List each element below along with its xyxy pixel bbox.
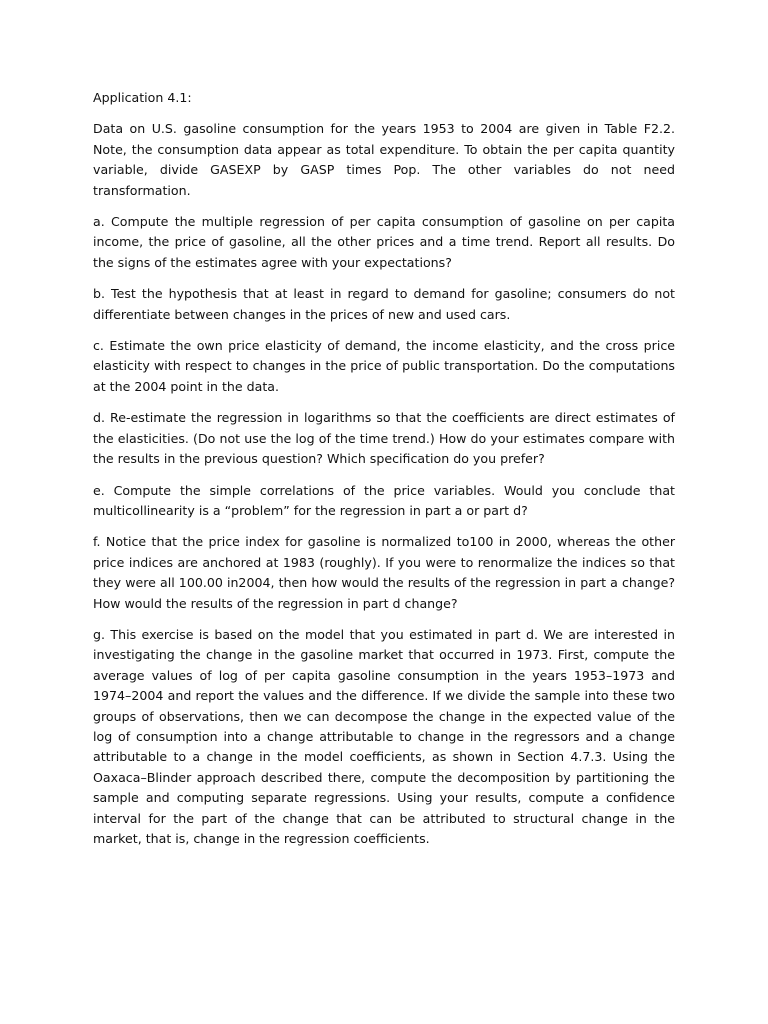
part-g-paragraph: g. This exercise is based on the model that you estimated in part d. We are interested in investigating the change in the gasoline market that occurred in 1973. First, compute the average values of log of per capita gasoline consumption in the years 1953–1973 and 1974–2004 and report the values and the difference. If we divide the sample into these two groups of observations, then we can decompose the change in the expected value of the log of consumption into a change attributable to change in the regressors and a change attributable to a change in the model coefficients, as shown in Section 4.7.3. Using the Oaxaca–Blinder approach described there, compute the decomposition by partitioning the sample and computing separate regressions. Using your results, compute a confidence interval for the part of the change that can be attributed to structural change in the market, that is, change in the regression coefficients. bbox=[93, 626, 675, 846]
part-f-paragraph: f. Notice that the price index for gasoline is normalized to100 in 2000, whereas the other price indices are anchored at 1983 (roughly). If you were to renormalize the indices so that they were all 100.00 in2004, then how would the results of the regression in part a change? How would the results of the regression in part d change? bbox=[93, 534, 675, 611]
part-e-paragraph: e. Compute the simple correlations of the price variables. Would you conclude that multicollinearity is a “problem” for the regression in part a or part d? bbox=[93, 482, 675, 518]
document-page bbox=[93, 88, 675, 860]
intro-paragraph: Data on U.S. gasoline consumption for the years 1953 to 2004 are given in Table F2.2. Note, the consumption data appear as total expenditure. To obtain the per capita quantity variable, divide GASEXP by GASP times Pop. The other variables do not need transformation. bbox=[93, 121, 675, 198]
document-heading: Application 4.1: bbox=[93, 90, 192, 105]
part-d-paragraph: d. Re-estimate the regression in logarithms so that the coefficients are direct estimates of the elasticities. (Do not use the log of the time trend.) How do your estimates compare with the results in the previous question? Which specification do you prefer? bbox=[93, 410, 675, 467]
part-b-paragraph: b. Test the hypothesis that at least in regard to demand for gasoline; consumers do not differentiate between changes in the prices of new and used cars. bbox=[93, 286, 675, 322]
part-c-paragraph: c. Estimate the own price elasticity of demand, the income elasticity, and the cross price elasticity with respect to changes in the price of public transportation. Do the computations at the 2004 point in the data. bbox=[93, 338, 675, 394]
part-a-paragraph: a. Compute the multiple regression of per capita consumption of gasoline on per capita income, the price of gasoline, all the other prices and a time trend. Report all results. Do the signs of the estimates agree with your expectations? bbox=[93, 214, 675, 270]
